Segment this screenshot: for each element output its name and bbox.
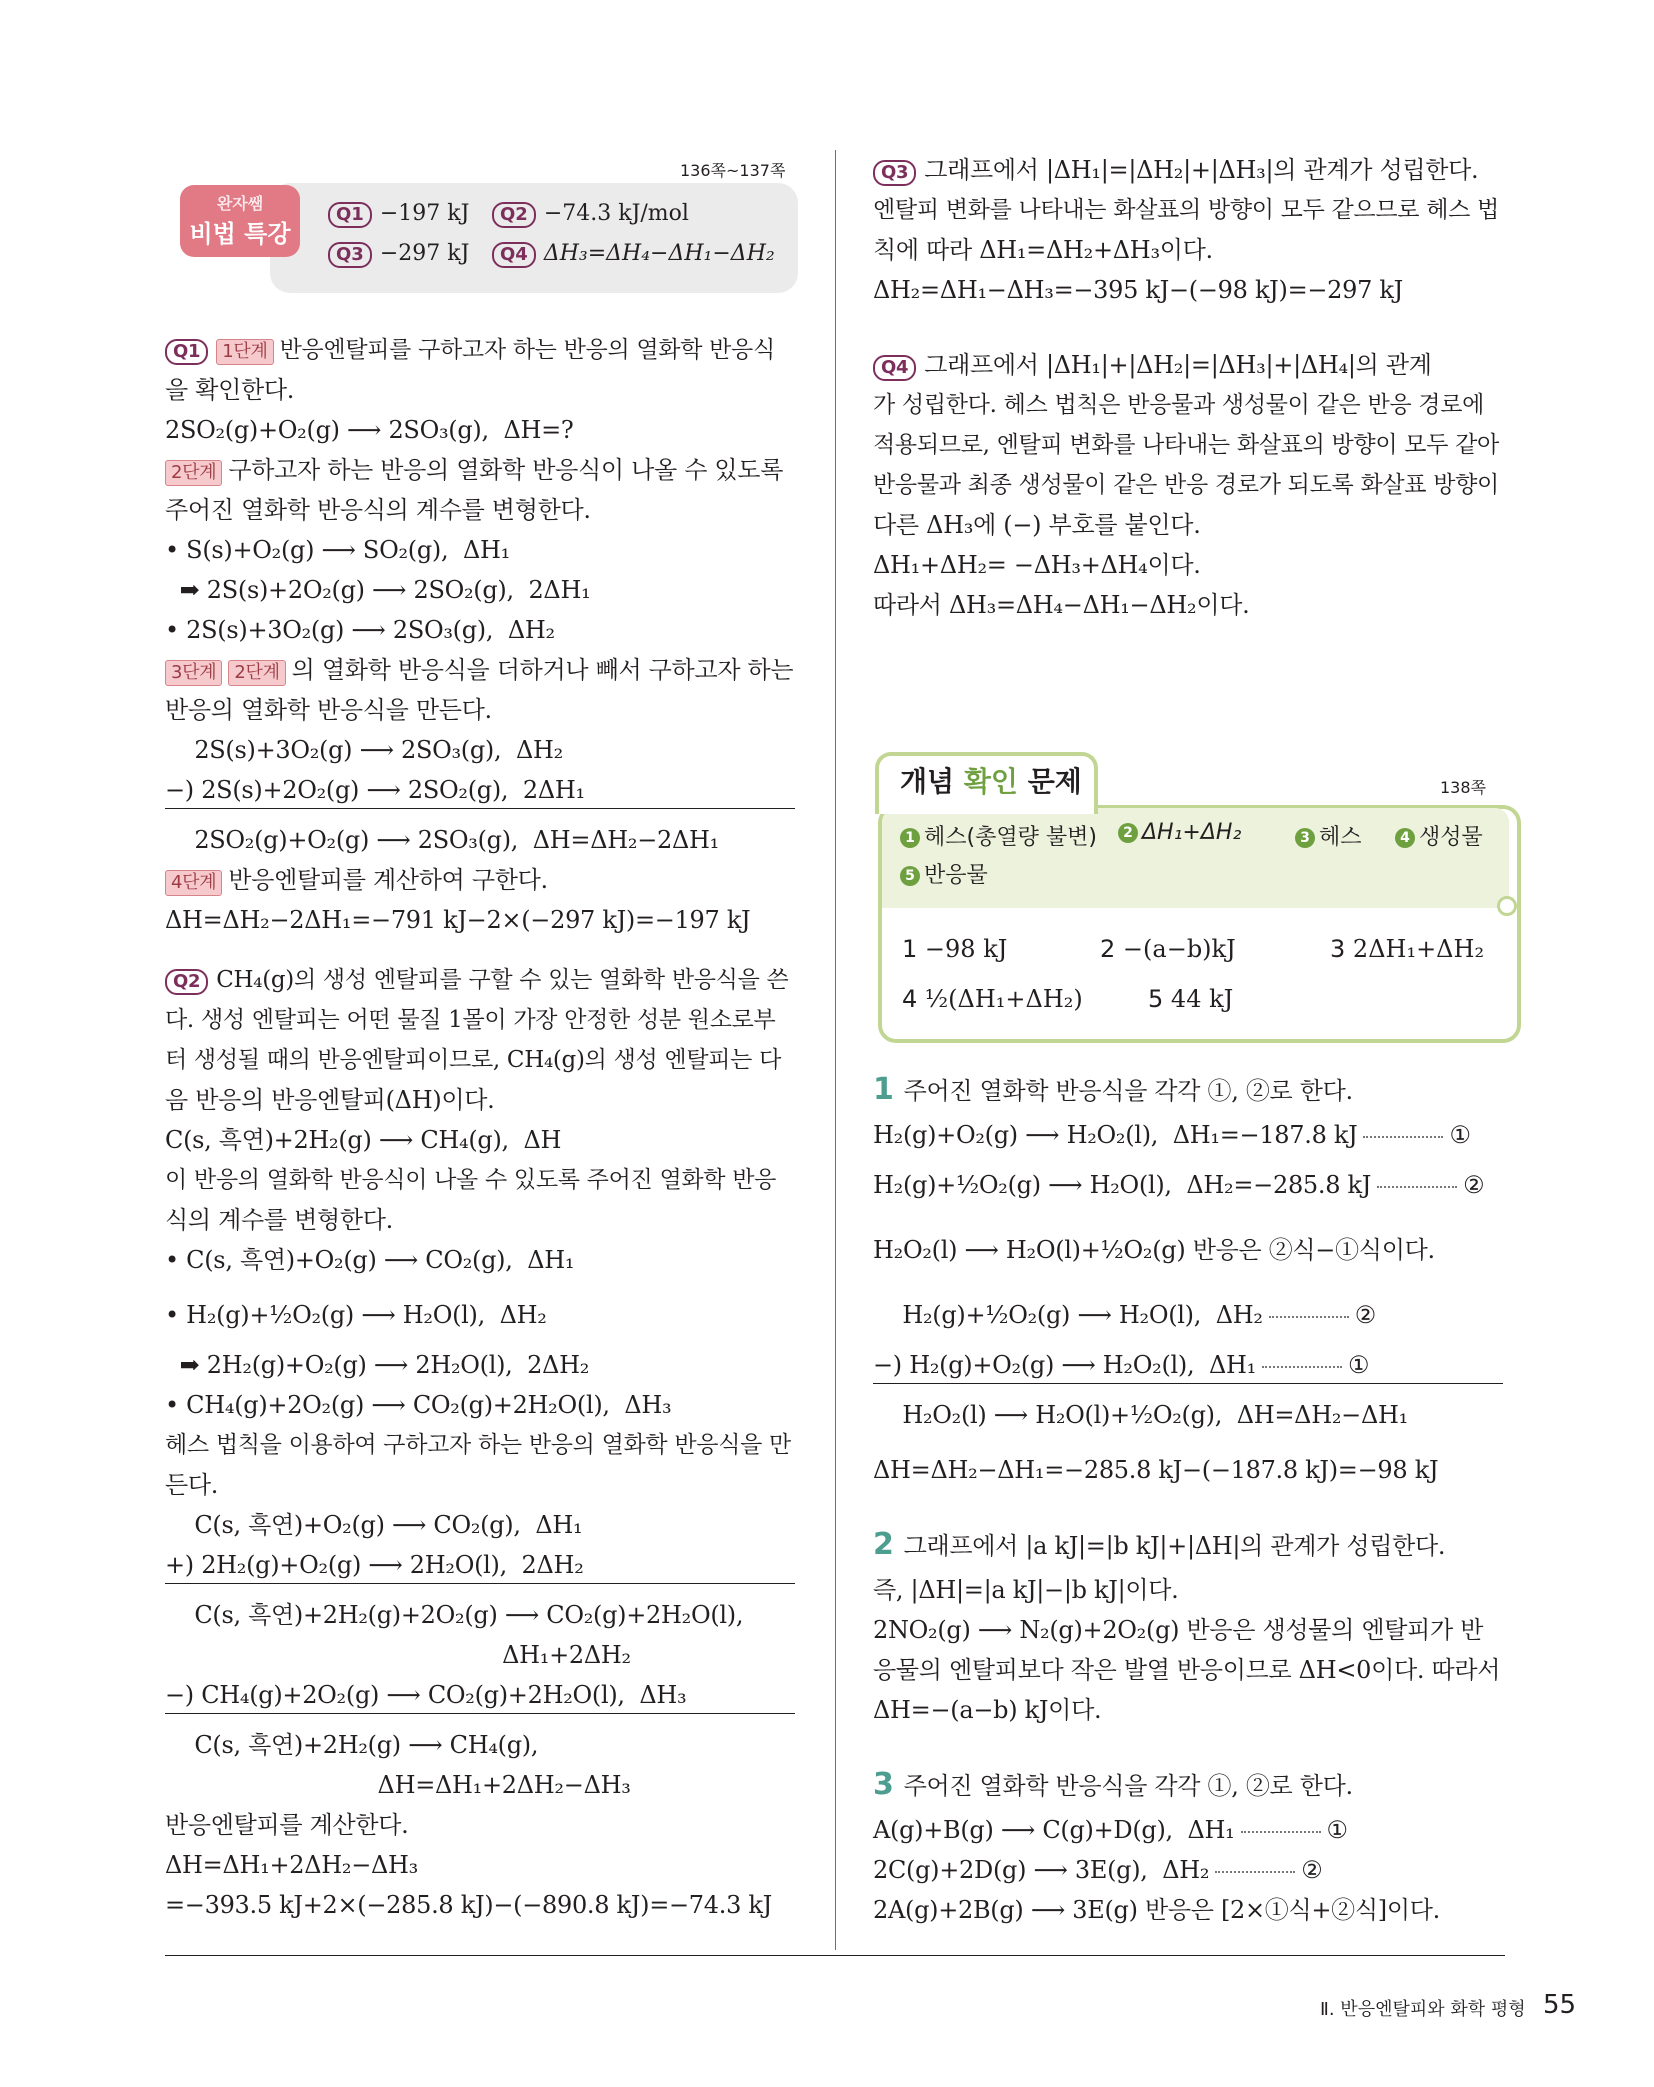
special-answer-box — [270, 183, 798, 293]
special-lecture-badge — [180, 185, 300, 257]
line-text: H₂O₂(l) ⟶ H₂O(l)+½O₂(g) 반응은 ②식−①식이다. — [873, 1236, 1435, 1264]
leader-dots — [1377, 1186, 1457, 1188]
text-line — [165, 1600, 743, 1630]
concept-key-4: 4 생성물 — [1395, 820, 1483, 851]
concept-key-2: 2 ΔH₁+ΔH₂ — [1118, 820, 1241, 845]
equation-mark: ① — [1449, 1121, 1471, 1149]
text-line — [165, 1300, 547, 1330]
answer-q3: Q3 −297 kJ — [328, 241, 469, 268]
line-text: 터 생성될 때의 반응엔탈피이므로, CH₄(g)의 생성 엔탈피는 다 — [165, 1047, 782, 1073]
text-line — [165, 1165, 776, 1195]
line-text: C(s, 흑연)+2H₂(g) ⟶ CH₄(g), — [165, 1731, 539, 1759]
line-text: C(s, 흑연)+2H₂(g) ⟶ CH₄(g), ΔH — [165, 1126, 562, 1154]
text-line — [165, 1810, 409, 1840]
question-badge: Q2 — [165, 969, 208, 995]
question-badge: Q4 — [873, 355, 916, 381]
equation-mark: ① — [1347, 1351, 1370, 1379]
text-line — [873, 195, 1499, 225]
sum-rule-1 — [165, 808, 795, 809]
line-text: 2NO₂(g) ⟶ N₂(g)+2O₂(g) 반응은 생성물의 엔탈피가 반 — [873, 1616, 1484, 1644]
problem-number: 2 — [873, 1527, 894, 1562]
line-text: H₂(g)+½O₂(g) ⟶ H₂O(l), ΔH₂=−285.8 kJ — [873, 1171, 1372, 1199]
line-text: 의 열화학 반응식을 더하거나 빼서 구하고자 하는 — [291, 656, 794, 684]
badge-bottom-text: 비법 특강 — [189, 220, 291, 248]
text-line — [873, 1455, 1438, 1485]
column-divider — [835, 150, 836, 1950]
line-text: • S(s)+O₂(g) ⟶ SO₂(g), ΔH₁ — [165, 536, 510, 564]
text-line — [165, 335, 775, 365]
text-line — [165, 965, 788, 995]
line-text: A(g)+B(g) ⟶ C(g)+D(g), ΔH₁ — [873, 1816, 1235, 1844]
text-line — [165, 825, 719, 855]
equation-mark: ② — [1354, 1301, 1376, 1329]
line-text: 반응물과 최종 생성물이 같은 반응 경로가 되도록 화살표 방향이 — [873, 472, 1499, 498]
text-line — [873, 1815, 1348, 1845]
line-text: ➡ 2S(s)+2O₂(g) ⟶ 2SO₂(g), 2ΔH₁ — [165, 576, 591, 604]
leader-dots — [1262, 1366, 1342, 1368]
text-line — [873, 1120, 1471, 1150]
answer-q4: Q4 ΔH₃=ΔH₄−ΔH₁−ΔH₂ — [492, 241, 775, 268]
text-line — [873, 1072, 1353, 1107]
line-text: −) CH₄(g)+2O₂(g) ⟶ CO₂(g)+2H₂O(l), ΔH₃ — [165, 1681, 687, 1709]
line-text: ΔH=ΔH₁+2ΔH₂−ΔH₃ — [165, 1851, 419, 1879]
text-line — [873, 1300, 1376, 1330]
text-line — [165, 495, 591, 525]
step-tag: 2단계 — [228, 660, 285, 686]
line-text: 헤스 법칙을 이용하여 구하고자 하는 반응의 열화학 반응식을 만 — [165, 1432, 791, 1458]
step-tag: 2단계 — [165, 460, 222, 486]
line-text: =−393.5 kJ+2×(−285.8 kJ)−(−890.8 kJ)=−74.3 kJ — [165, 1891, 772, 1919]
text-line — [165, 575, 590, 605]
line-text: ΔH=−(a−b) kJ이다. — [873, 1696, 1102, 1724]
text-line — [873, 470, 1499, 500]
line-text: 음 반응의 반응엔탈피(ΔH)이다. — [165, 1086, 495, 1114]
line-text: −) 2S(s)+2O₂(g) ⟶ 2SO₂(g), 2ΔH₁ — [165, 776, 585, 804]
line-text: 주어진 열화학 반응식을 각각 ①, ②로 한다. — [903, 1077, 1353, 1105]
text-line — [165, 1390, 671, 1420]
text-line — [873, 350, 1432, 381]
line-text: 적용되므로, 엔탈피 변화를 나타내는 화살표의 방향이 모두 같아 — [873, 432, 1499, 458]
step-tag: 1단계 — [216, 339, 273, 365]
text-line — [165, 1005, 775, 1035]
concept-check-title: 개념 확인 문제 — [900, 765, 1082, 798]
text-line — [165, 1350, 589, 1380]
text-line — [873, 390, 1484, 420]
text-line — [873, 1527, 1446, 1562]
line-text: −) H₂(g)+O₂(g) ⟶ H₂O₂(l), ΔH₁ — [873, 1351, 1256, 1379]
text-line — [165, 1770, 631, 1800]
leader-dots — [1363, 1136, 1443, 1138]
line-text: 식의 계수를 변형한다. — [165, 1206, 393, 1234]
text-line — [873, 1575, 1179, 1605]
text-line — [873, 1350, 1369, 1380]
line-text: 2A(g)+2B(g) ⟶ 3E(g) 반응은 [2×①식+②식]이다. — [873, 1896, 1440, 1924]
text-line — [165, 1085, 495, 1115]
step-tag: 3단계 — [165, 660, 222, 686]
text-line — [165, 865, 548, 896]
line-text: C(s, 흑연)+O₂(g) ⟶ CO₂(g), ΔH₁ — [165, 1511, 583, 1539]
text-line — [873, 430, 1499, 460]
text-line — [873, 1400, 1408, 1430]
text-line — [165, 1045, 781, 1075]
leader-dots — [1241, 1831, 1321, 1833]
line-text: 엔탈피 변화를 나타내는 화살표의 방향이 모두 같으므로 헤스 법 — [873, 197, 1499, 223]
line-text: H₂(g)+½O₂(g) ⟶ H₂O(l), ΔH₂ — [873, 1301, 1263, 1329]
text-line — [165, 535, 510, 565]
line-text: 다. 생성 엔탈피는 어떤 물질 1몰이 가장 안정한 성분 원소로부 — [165, 1007, 776, 1033]
concept-answer-5: 5 44 kJ — [1148, 985, 1234, 1013]
page-number: 55 — [1543, 1990, 1577, 2020]
line-text: • 2S(s)+3O₂(g) ⟶ 2SO₃(g), ΔH₂ — [165, 616, 555, 644]
answer-q2: Q2 −74.3 kJ/mol — [492, 201, 689, 228]
line-text: 반응엔탈피를 계산한다. — [165, 1811, 409, 1839]
sum-rule-4 — [873, 1383, 1503, 1384]
line-text: 반응엔탈피를 구하고자 하는 반응의 열화학 반응식 — [279, 337, 775, 363]
text-line — [165, 1510, 582, 1540]
line-text: 가 성립한다. 헤스 법칙은 반응물과 생성물이 같은 반응 경로에 — [873, 392, 1485, 418]
concept-answer-1: 1 −98 kJ — [902, 935, 1008, 963]
text-line — [873, 1855, 1322, 1885]
line-text: 든다. — [165, 1471, 219, 1499]
concept-key-1: 1 헤스(총열량 불변) — [900, 820, 1097, 851]
text-line — [873, 1895, 1440, 1925]
text-line — [165, 1205, 393, 1235]
text-line — [873, 155, 1478, 186]
line-text: 응물의 엔탈피보다 작은 발열 반응이므로 ΔH<0이다. 따라서 — [873, 1656, 1501, 1684]
line-text: +) 2H₂(g)+O₂(g) ⟶ 2H₂O(l), 2ΔH₂ — [165, 1551, 584, 1579]
leader-dots — [1269, 1316, 1349, 1318]
concept-answer-4: 4 ½(ΔH₁+ΔH₂) — [902, 985, 1083, 1013]
text-line — [165, 1850, 418, 1880]
line-text: ΔH=ΔH₂−2ΔH₁=−791 kJ−2×(−297 kJ)=−197 kJ — [165, 906, 751, 934]
problem-number: 1 — [873, 1072, 894, 1107]
text-line — [165, 1430, 791, 1460]
problem-number: 3 — [873, 1767, 894, 1802]
concept-answer-2: 2 −(a−b)kJ — [1100, 935, 1236, 963]
text-line — [873, 1235, 1435, 1265]
text-line — [165, 1470, 218, 1500]
line-text: C(s, 흑연)+2H₂(g)+2O₂(g) ⟶ CO₂(g)+2H₂O(l), — [165, 1601, 744, 1629]
concept-key-5: 5 반응물 — [900, 858, 988, 889]
text-line — [165, 455, 783, 486]
line-text: 2SO₂(g)+O₂(g) ⟶ 2SO₃(g), ΔH=? — [165, 416, 574, 444]
text-line — [165, 695, 492, 725]
answer-q1: Q1 −197 kJ — [328, 201, 469, 228]
chapter-title: Ⅱ. 반응엔탈피와 화학 평형 — [1320, 1999, 1526, 2020]
concept-key-3: 3 헤스 — [1295, 820, 1362, 851]
text-line — [165, 1730, 538, 1760]
text-line — [165, 615, 555, 645]
concept-page: 138쪽 — [1440, 778, 1486, 797]
line-text: ΔH₁+ΔH₂= −ΔH₃+ΔH₄이다. — [873, 551, 1201, 579]
text-line — [873, 550, 1201, 580]
page-range: 136쪽~137쪽 — [680, 161, 786, 180]
text-line — [873, 1170, 1484, 1200]
line-text: • CH₄(g)+2O₂(g) ⟶ CO₂(g)+2H₂O(l), ΔH₃ — [165, 1391, 672, 1419]
question-badge: Q3 — [873, 160, 916, 186]
line-text: 다른 ΔH₃에 (−) 부호를 붙인다. — [873, 511, 1201, 539]
line-text: • H₂(g)+½O₂(g) ⟶ H₂O(l), ΔH₂ — [165, 1301, 547, 1329]
text-line — [873, 275, 1403, 305]
line-text: ΔH=ΔH₁+2ΔH₂−ΔH₃ — [165, 1771, 631, 1799]
line-text: 2SO₂(g)+O₂(g) ⟶ 2SO₃(g), ΔH=ΔH₂−2ΔH₁ — [165, 826, 719, 854]
line-text: 칙에 따라 ΔH₁=ΔH₂+ΔH₃이다. — [873, 236, 1213, 264]
line-text: H₂O₂(l) ⟶ H₂O(l)+½O₂(g), ΔH=ΔH₂−ΔH₁ — [873, 1401, 1408, 1429]
line-text: 2S(s)+3O₂(g) ⟶ 2SO₃(g), ΔH₂ — [165, 736, 563, 764]
badge-top-text: 완자쌤 — [216, 194, 264, 213]
line-text: 구하고자 하는 반응의 열화학 반응식이 나올 수 있도록 — [228, 456, 784, 484]
line-text: 을 확인한다. — [165, 376, 295, 404]
equation-mark: ② — [1463, 1171, 1485, 1199]
text-line — [873, 1767, 1353, 1802]
line-text: ΔH₁+2ΔH₂ — [165, 1641, 631, 1669]
text-line — [873, 1615, 1483, 1645]
concept-knob-icon — [1497, 896, 1517, 916]
text-line — [165, 1245, 574, 1275]
sum-rule-3 — [165, 1713, 795, 1714]
line-text: H₂(g)+O₂(g) ⟶ H₂O₂(l), ΔH₁=−187.8 kJ — [873, 1121, 1358, 1149]
text-line — [165, 415, 573, 445]
text-line — [165, 655, 793, 686]
text-line — [165, 1125, 561, 1155]
text-line — [165, 375, 294, 405]
line-text: 반응엔탈피를 계산하여 구한다. — [228, 866, 548, 894]
footer-rule — [165, 1955, 1505, 1956]
line-text: • C(s, 흑연)+O₂(g) ⟶ CO₂(g), ΔH₁ — [165, 1246, 575, 1274]
step-tag: 4단계 — [165, 870, 222, 896]
line-text: 그래프에서 |a kJ|=|b kJ|+|ΔH|의 관계가 성립한다. — [903, 1532, 1446, 1560]
line-text: 반응의 열화학 반응식을 만든다. — [165, 696, 492, 724]
line-text: 따라서 ΔH₃=ΔH₄−ΔH₁−ΔH₂이다. — [873, 591, 1250, 619]
line-text: ➡ 2H₂(g)+O₂(g) ⟶ 2H₂O(l), 2ΔH₂ — [165, 1351, 590, 1379]
text-line — [873, 235, 1213, 265]
text-line — [165, 1680, 686, 1710]
line-text: 그래프에서 |ΔH₁|=|ΔH₂|+|ΔH₃|의 관계가 성립한다. — [924, 156, 1479, 184]
line-text: 그래프에서 |ΔH₁|+|ΔH₂|=|ΔH₃|+|ΔH₄|의 관계 — [924, 351, 1432, 379]
line-text: 2C(g)+2D(g) ⟶ 3E(g), ΔH₂ — [873, 1856, 1210, 1884]
line-text: 즉, |ΔH|=|a kJ|−|b kJ|이다. — [873, 1576, 1179, 1604]
line-text: CH₄(g)의 생성 엔탈피를 구할 수 있는 열화학 반응식을 쓴 — [216, 967, 789, 993]
text-line — [165, 1550, 584, 1580]
sum-rule-2 — [165, 1583, 795, 1584]
line-text: ΔH₂=ΔH₁−ΔH₃=−395 kJ−(−98 kJ)=−297 kJ — [873, 276, 1403, 304]
line-text: ΔH=ΔH₂−ΔH₁=−285.8 kJ−(−187.8 kJ)=−98 kJ — [873, 1456, 1439, 1484]
line-text: 이 반응의 열화학 반응식이 나올 수 있도록 주어진 열화학 반응 — [165, 1167, 777, 1193]
text-line — [165, 905, 750, 935]
concept-answer-3: 3 2ΔH₁+ΔH₂ — [1330, 935, 1485, 963]
leader-dots — [1215, 1871, 1295, 1873]
text-line — [873, 590, 1249, 620]
line-text: 주어진 열화학 반응식을 각각 ①, ②로 한다. — [903, 1772, 1353, 1800]
equation-mark: ② — [1301, 1856, 1323, 1884]
text-line — [873, 510, 1201, 540]
text-line — [165, 775, 585, 805]
text-line — [165, 1890, 772, 1920]
text-line — [165, 1640, 631, 1670]
text-line — [873, 1655, 1500, 1685]
text-line — [165, 735, 563, 765]
text-line — [873, 1695, 1101, 1725]
question-badge: Q1 — [165, 339, 208, 365]
line-text: 주어진 열화학 반응식의 계수를 변형한다. — [165, 496, 591, 524]
equation-mark: ① — [1326, 1816, 1348, 1844]
